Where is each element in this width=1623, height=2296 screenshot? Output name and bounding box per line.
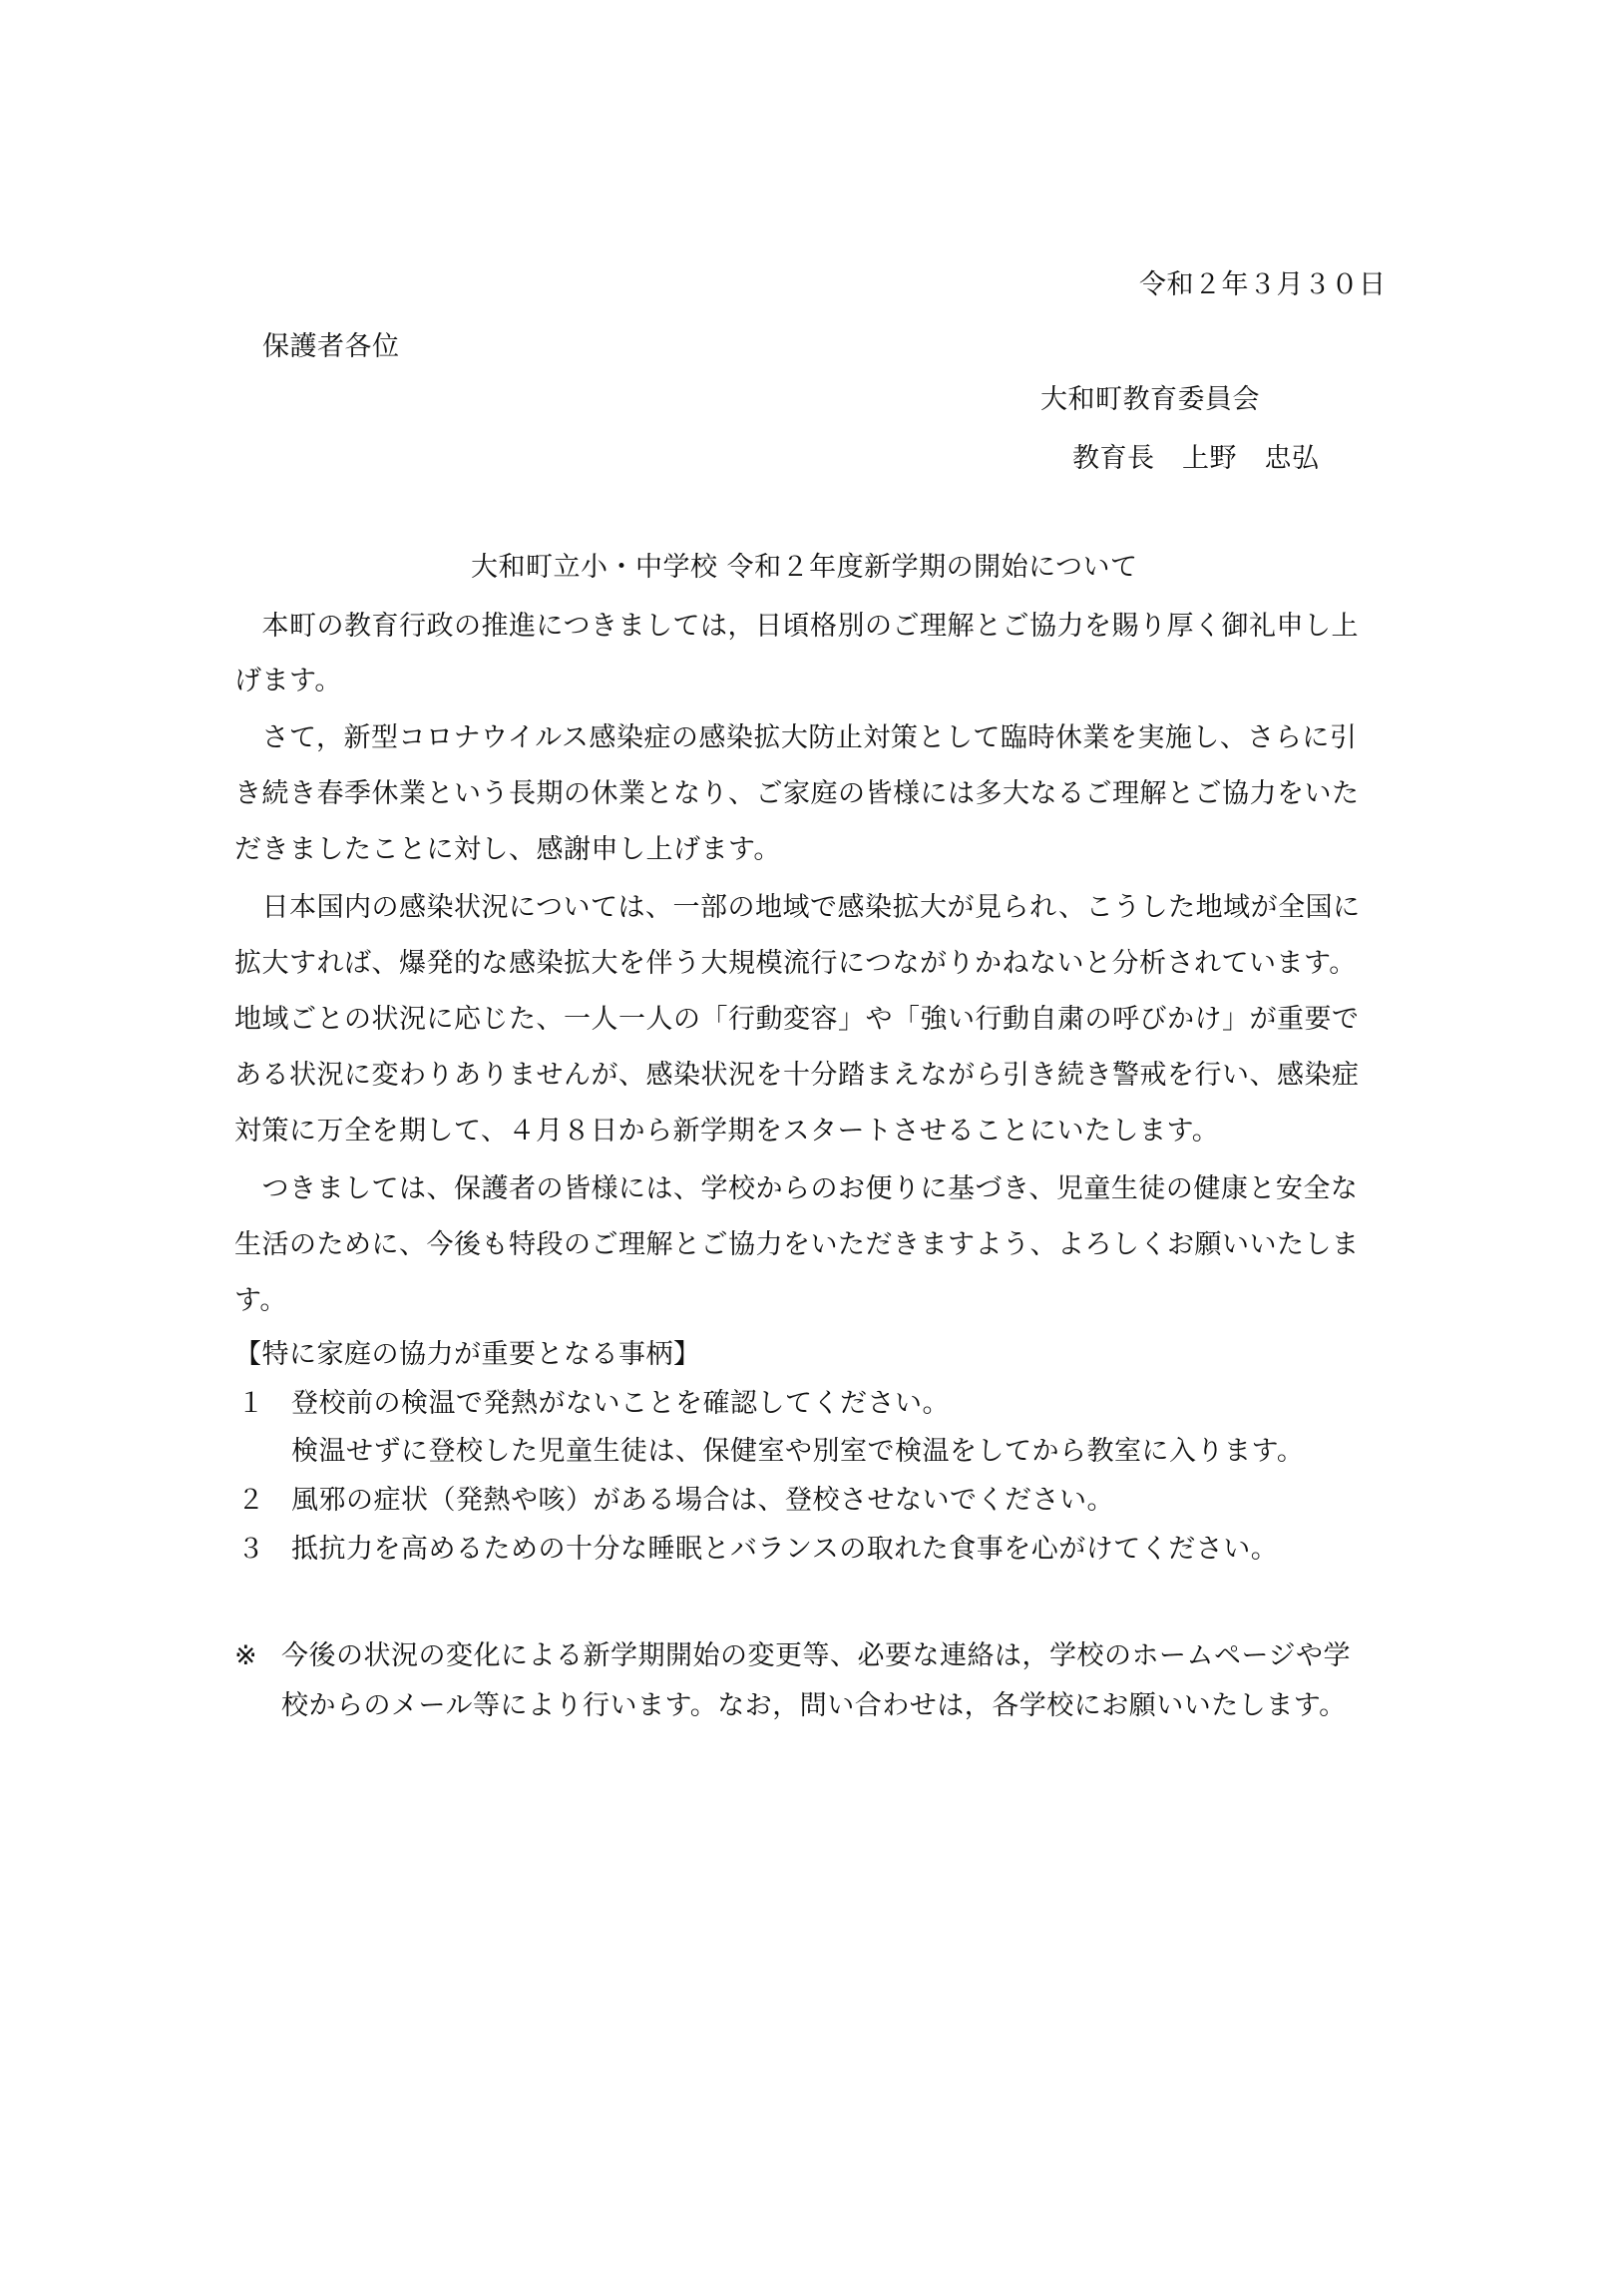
note-line: 今後の状況の変化による新学期開始の変更等、必要な連絡は，学校のホームページや学: [281, 1640, 1351, 1671]
note-mark: ※: [234, 1640, 257, 1671]
list-item-text: 抵抗力を高めるための十分な睡眠とバランスの取れた食事を心がけてください。: [291, 1534, 1279, 1565]
paragraph-line: げます。: [234, 666, 342, 696]
item-number: １: [237, 1388, 264, 1419]
list-item-text: 検温せずに登校した児童生徒は、保健室や別室で検温をしてから教室に入ります。: [291, 1436, 1305, 1467]
document-date: 令和２年３月３０日: [1139, 269, 1387, 300]
paragraph-line: 日本国内の感染状況については、一部の地域で感染拡大が見られ、こうした地域が全国に: [234, 892, 1361, 923]
note-line: 校からのメール等により行います。なお，問い合わせは，各学校にお願いいたします。: [281, 1690, 1347, 1721]
addressee: 保護者各位: [262, 331, 400, 362]
paragraph-line: ある状況に変わりありませんが、感染状況を十分踏まえながら引き続き警戒を行い、感染症: [234, 1060, 1360, 1091]
paragraph-line: 拡大すれば、爆発的な感染拡大を伴う大規模流行につながりかねないと分析されています。: [234, 948, 1357, 979]
list-item-text: 風邪の症状（発熱や咳）がある場合は、登校させないでください。: [291, 1485, 1114, 1516]
paragraph-line: す。: [234, 1285, 287, 1316]
section-heading: 【特に家庭の協力が重要となる事柄】: [234, 1339, 701, 1370]
list-item-text: 登校前の検温で発熱がないことを確認してください。: [291, 1388, 950, 1419]
item-number: ２: [237, 1485, 264, 1516]
sender-organization: 大和町教育委員会: [1040, 384, 1260, 415]
sender-name: 教育長 上野 忠弘: [1072, 443, 1320, 474]
paragraph-line: つきましては、保護者の皆様には、学校からのお便りに基づき、児童生徒の健康と安全な: [234, 1173, 1359, 1204]
paragraph-line: 対策に万全を期して、４月８日から新学期をスタートさせることにいたします。: [234, 1116, 1220, 1147]
paragraph-line: さて，新型コロナウイルス感染症の感染拡大防止対策として臨時休業を実施し、さらに引: [234, 722, 1358, 753]
paragraph-line: 本町の教育行政の推進につきましては，日頃格別のご理解とご協力を賜り厚く御礼申し上: [234, 611, 1359, 642]
document-title: 大和町立小・中学校 令和２年度新学期の開始について: [471, 552, 1138, 583]
item-number: ３: [237, 1534, 264, 1565]
paragraph-line: き続き春季休業という長期の休業となり、ご家庭の皆様には多大なるご理解とご協力をいた: [234, 778, 1360, 809]
paragraph-line: だきましたことに対し、感謝申し上げます。: [234, 834, 781, 865]
paragraph-line: 生活のために、今後も特段のご理解とご協力をいただきますよう、よろしくお願いいたしま: [234, 1229, 1360, 1260]
paragraph-line: 地域ごとの状況に応じた、一人一人の「行動変容」や「強い行動自粛の呼びかけ」が重要で: [234, 1004, 1360, 1035]
